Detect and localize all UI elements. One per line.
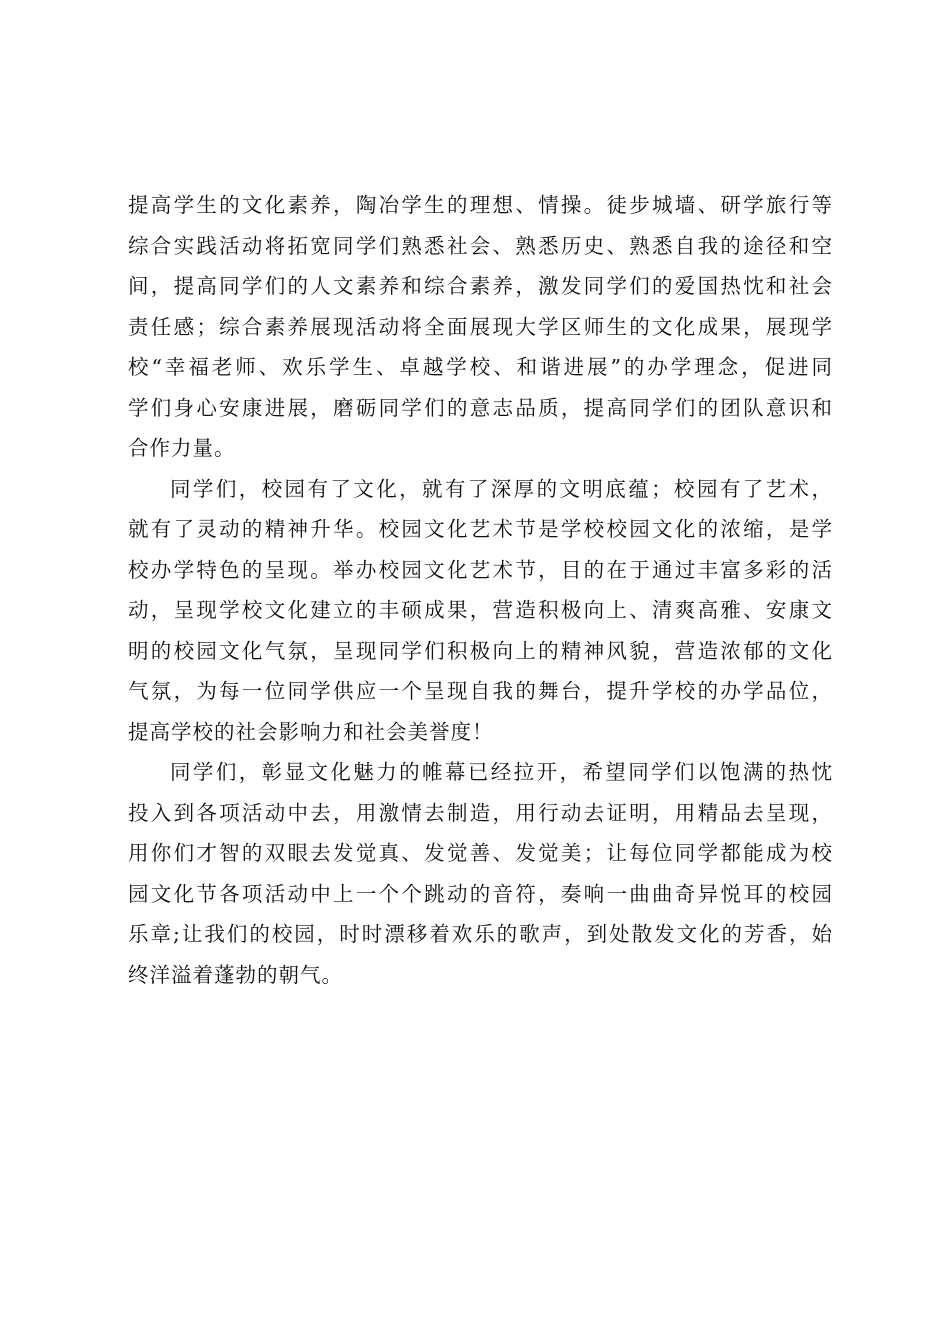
paragraph-1: [128, 185, 833, 469]
text-line: 乐章;让我们的校园，时时漂移着欢乐的歌声，到处散发文化的芳香，始: [128, 922, 833, 946]
text-line: 提高学校的社会影响力和社会美誉度！: [128, 719, 494, 744]
text-line: 责任感；综合素养展现活动将全面展现大学区师生的文化成果，展现学: [128, 314, 833, 339]
text-line: 气氛，为每一位同学供应一个呈现自我的舞台，提升学校的办学品位，: [128, 679, 833, 703]
text-line: 明的校园文化气氛，呈现同学们积极向上的精神风貌，营造浓郁的文化: [128, 638, 833, 663]
text-line: 投入到各项活动中去，用激情去制造，用行动去证明，用精品去呈现，: [128, 800, 833, 825]
text-line: 校办学特色的呈现。举办校园文化艺术节，目的在于通过丰富多彩的活: [128, 557, 833, 582]
paragraph-2: [128, 469, 833, 753]
text-line: 同学们，校园有了文化，就有了深厚的文明底蕴；校园有了艺术，: [170, 476, 833, 501]
text-line: 间，提高同学们的人文素养和综合素养，激发同学们的爱国热忱和社会: [128, 274, 833, 298]
text-line: 学们身心安康进展，磨砺同学们的意志品质，提高同学们的团队意识和: [128, 395, 833, 420]
text-line: 园文化节各项活动中上一个个跳动的音符，奏响一曲曲奇异悦耳的校园: [128, 881, 833, 906]
text-line: 用你们才智的双眼去发觉真、发觉善、发觉美；让每位同学都能成为校: [128, 841, 833, 865]
body-text: [128, 185, 833, 995]
text-line: 提高学生的文化素养，陶冶学生的理想、情操。徒步城墙、研学旅行等: [128, 193, 833, 217]
text-line: 终洋溢着蓬勃的朝气。: [128, 962, 343, 987]
text-line: 动，呈现学校文化建立的丰硕成果，营造积极向上、清爽高雅、安康文: [128, 598, 833, 622]
text-line: 校“幸福老师、欢乐学生、卓越学校、和谐进展”的办学理念，促进同: [128, 355, 833, 379]
text-line: 综合实践活动将拓宽同学们熟悉社会、熟悉历史、熟悉自我的途径和空: [128, 233, 833, 258]
text-line: 同学们，彰显文化魅力的帷幕已经拉开，希望同学们以饱满的热忱: [170, 760, 833, 784]
text-line: 就有了灵动的精神升华。校园文化艺术节是学校校园文化的浓缩，是学: [128, 517, 833, 541]
paragraph-3: [128, 752, 833, 995]
text-line: 合作力量。: [128, 436, 236, 460]
